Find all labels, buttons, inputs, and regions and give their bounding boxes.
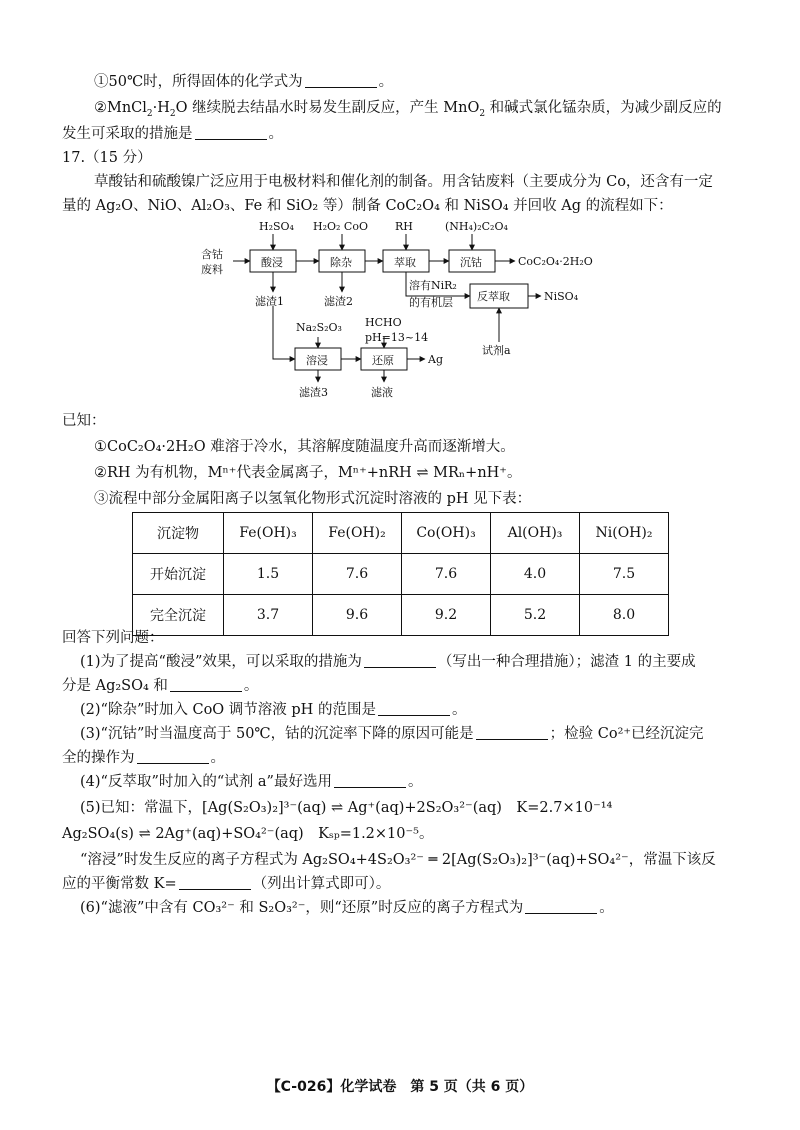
reagent-na2s2o3: Na₂S₂O₃: [296, 321, 342, 334]
page-footer: 【C-026】化学试卷 第 5 页（共 6 页）: [266, 1079, 534, 1095]
known-2: ②RH 为有机物，Mⁿ⁺代表金属离子，Mⁿ⁺+nRH ⇌ MRₙ+nH⁺。: [94, 465, 522, 481]
question-2: (2)“除杂”时加入 CoO 调节溶液 pH 的范围是 。: [80, 702, 467, 718]
known-title: 已知：: [62, 413, 106, 429]
table-cell: 5.2: [491, 595, 580, 636]
q17-intro-2: 量的 Ag₂O、NiO、Al₂O₃、Fe 和 SiO₂ 等）制备 CoC₂O₄ 和 NiSO₄ 并回收 Ag 的流程如下：: [62, 198, 673, 214]
table-cell: 8.0: [580, 595, 669, 636]
reagent-hcho: HCHO: [365, 316, 402, 329]
feed-label-2: 废料: [201, 263, 223, 276]
table-row: [133, 595, 669, 636]
q17-intro-1: 草酸钴和硫酸镍广泛应用于电极材料和催化剂的制备。用含钴废料（主要成分为 Co，还含有一定: [94, 174, 713, 190]
question-5: (5)已知：常温下，[Ag(S₂O₃)₂]³⁻(aq) ⇌ Ag⁺(aq)+2S₂O₃²⁻(aq) K=2.7×10⁻¹⁴: [80, 800, 613, 816]
question-1-cont: 分是 Ag₂SO₄ 和 。: [62, 678, 259, 694]
question-17-header: 17.（15 分）: [62, 150, 152, 166]
box-impurity-removal-label: 除杂: [330, 256, 352, 269]
answer-blank[interactable]: [334, 773, 406, 788]
question-5-cont: 应的平衡常数 K= （列出计算式即可）。: [62, 876, 391, 892]
table-cell: 7.6: [402, 554, 491, 595]
answer-blank[interactable]: [195, 125, 267, 140]
box-acid-leach-label: 酸浸: [261, 256, 283, 269]
box-reduction-label: 还原: [372, 354, 394, 367]
box-dissolution-label: 溶浸: [306, 354, 328, 367]
box-cobalt-precipitation-label: 沉钴: [460, 256, 482, 269]
answer-blank[interactable]: [525, 899, 597, 914]
table-header-row: [133, 513, 669, 554]
question-6: (6)“滤液”中含有 CO₃²⁻ 和 S₂O₃²⁻，则“还原”时反应的离子方程式为 。: [80, 900, 614, 916]
reagent-rh: RH: [395, 220, 413, 233]
table-cell: 7.6: [313, 554, 402, 595]
table-cell: 9.6: [313, 595, 402, 636]
table-cell: Ni(OH)₂: [580, 513, 669, 554]
question-5-ksp: Ag₂SO₄(s) ⇌ 2Ag⁺(aq)+SO₄²⁻(aq) Kₛₚ=1.2×10⁻⁵。: [62, 826, 434, 842]
q16-sub2-line2: 发生可采取的措施是 。: [62, 126, 283, 142]
table-cell: 沉淀物: [133, 513, 224, 554]
answer-blank[interactable]: [378, 701, 450, 716]
table-cell: Co(OH)₃: [402, 513, 491, 554]
question-3-cont: 全的操作为 。: [62, 750, 225, 766]
question-3: (3)“沉钴”时当温度高于 50℃，钴的沉淀率下降的原因可能是 ；检验 Co²⁺已经沉淀完: [80, 726, 704, 742]
table-cell: 4.0: [491, 554, 580, 595]
residue-3: 滤渣3: [299, 386, 328, 399]
box-extraction-label: 萃取: [394, 256, 416, 269]
known-3: ③流程中部分金属阳离子以氢氧化物形式沉淀时溶液的 pH 见下表：: [94, 491, 532, 507]
residue-1: 滤渣1: [255, 295, 284, 308]
table-cell: 1.5: [224, 554, 313, 595]
answer-blank[interactable]: [305, 73, 377, 88]
answer-blank[interactable]: [476, 725, 548, 740]
precipitation-ph-table: [132, 512, 669, 636]
product-nickel-sulfate: NiSO₄: [544, 290, 579, 303]
answer-blank[interactable]: [364, 653, 436, 668]
reagent-ammonium-oxalate: (NH₄)₂C₂O₄: [445, 220, 508, 233]
table-cell: Fe(OH)₃: [224, 513, 313, 554]
known-1: ①CoC₂O₄·2H₂O 难溶于冷水，其溶解度随温度升高而逐渐增大。: [94, 439, 515, 455]
reagent-h2so4: H₂SO₄: [259, 220, 294, 233]
table-cell: Fe(OH)₂: [313, 513, 402, 554]
table-cell: 3.7: [224, 595, 313, 636]
product-cobalt-oxalate: CoC₂O₄·2H₂O: [518, 255, 593, 268]
q16-sub1: ①50℃时，所得固体的化学式为 。: [94, 74, 394, 90]
process-flow-diagram: [195, 214, 625, 406]
filtrate: 滤液: [371, 386, 393, 399]
question-1: (1)为了提高“酸浸”效果，可以采取的措施为 （写出一种合理措施）；滤渣 1 的主要成: [80, 654, 696, 670]
feed-label-1: 含钴: [201, 248, 223, 261]
question-5-equation: “溶浸”时发生反应的离子方程式为 Ag₂SO₄+4S₂O₃²⁻ ═ 2[Ag(S₂O₃)₂]³⁻(aq)+SO₄²⁻，常温下该反: [80, 852, 716, 868]
table-row: [133, 554, 669, 595]
organic-layer-2: 的有机层: [409, 296, 453, 309]
box-back-extraction-label: 反萃取: [477, 290, 510, 303]
residue-2: 滤渣2: [324, 295, 353, 308]
table-cell: 9.2: [402, 595, 491, 636]
reagent-a: 试剂a: [482, 344, 511, 357]
organic-layer-1: 溶有NiR₂: [409, 279, 457, 292]
reagent-ph: pH=13~14: [365, 331, 429, 344]
q16-sub2: $②MnCl_2\cdot H_2O$ 继续脱去结晶水时易发生副反应，产生 MnO$_2$ 和碱式氯化锰杂质，为减少副反应的: [94, 100, 722, 119]
table-cell: 开始沉淀: [133, 554, 224, 595]
reagent-h2o2-coo: H₂O₂ CoO: [313, 220, 368, 233]
product-silver: Ag: [428, 353, 443, 366]
answer-blank[interactable]: [137, 749, 209, 764]
table-cell: Al(OH)₃: [491, 513, 580, 554]
answer-title: 回答下列问题：: [62, 630, 164, 646]
answer-blank[interactable]: [179, 875, 251, 890]
answer-blank[interactable]: [170, 677, 242, 692]
table-cell: 7.5: [580, 554, 669, 595]
question-4: (4)“反萃取”时加入的“试剂 a”最好选用 。: [80, 774, 423, 790]
table-cell: 完全沉淀: [133, 595, 224, 636]
